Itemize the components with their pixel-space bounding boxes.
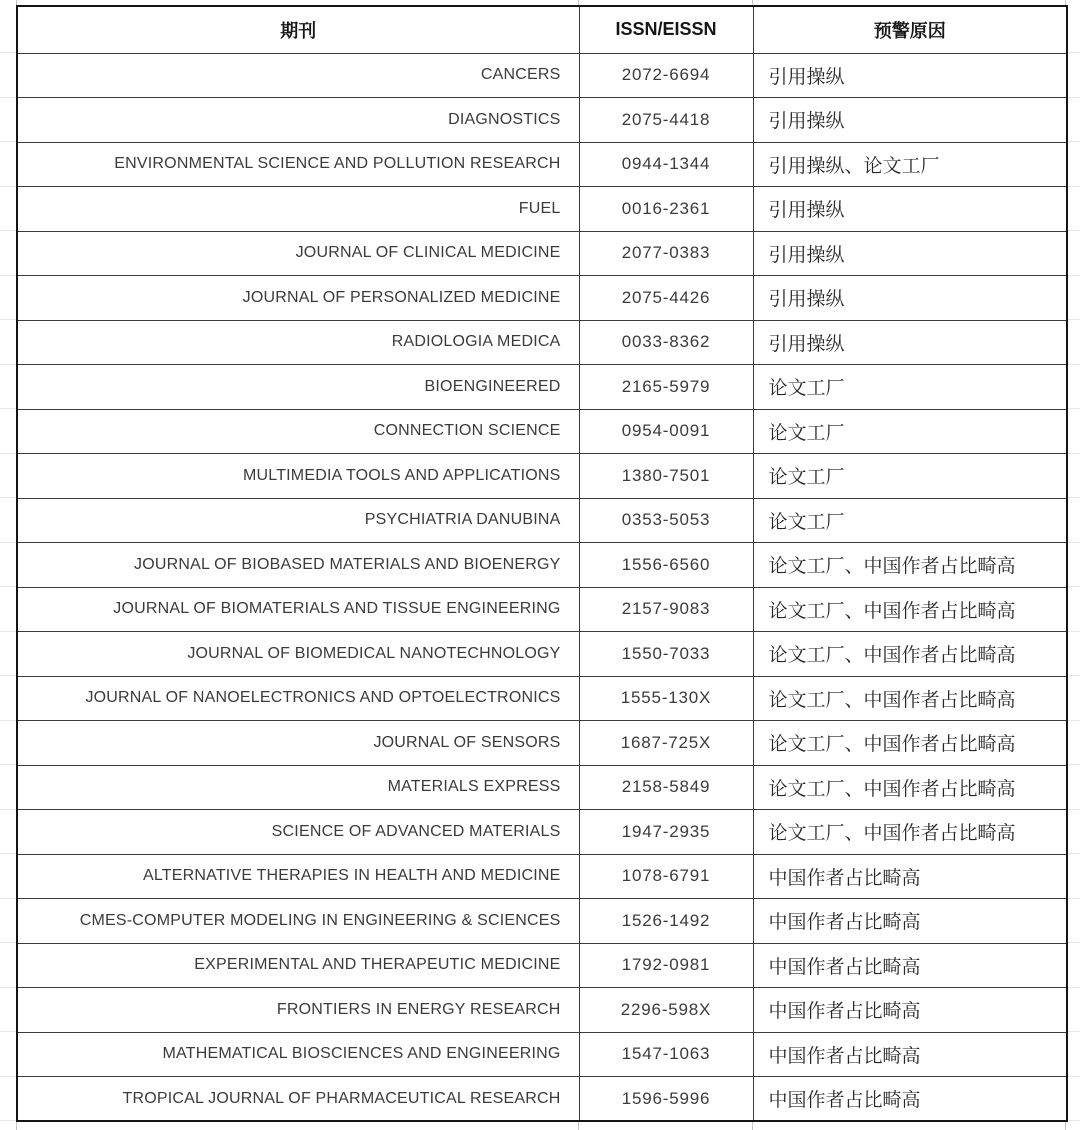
issn-cell: 2075-4426 [579,276,753,321]
issn-cell: 0033-8362 [579,320,753,365]
table-row [17,53,1067,98]
table-row [17,454,1067,499]
journal-name-cell: MATHEMATICAL BIOSCIENCES AND ENGINEERING [17,1032,579,1077]
header-row [17,6,1067,53]
journal-name-cell: JOURNAL OF BIOMATERIALS AND TISSUE ENGINEERING [17,587,579,632]
column-header-warning-reason: 预警原因 [753,6,1067,53]
warning-reason-cell: 中国作者占比畸高 [753,943,1067,988]
table-row [17,810,1067,855]
issn-cell: 2157-9083 [579,587,753,632]
table-row [17,98,1067,143]
issn-cell: 1078-6791 [579,854,753,899]
column-header-issn: ISSN/EISSN [579,6,753,53]
issn-cell: 1947-2935 [579,810,753,855]
warning-reason-cell: 引用操纵 [753,320,1067,365]
column-header-journal: 期刊 [17,6,579,53]
issn-cell: 1526-1492 [579,899,753,944]
journal-name-cell: JOURNAL OF CLINICAL MEDICINE [17,231,579,276]
issn-cell: 0016-2361 [579,187,753,232]
issn-cell: 1380-7501 [579,454,753,499]
journal-name-cell: CMES-COMPUTER MODELING IN ENGINEERING & SCIENCES [17,899,579,944]
table-row [17,276,1067,321]
table-row [17,409,1067,454]
warning-reason-cell: 论文工厂、中国作者占比畸高 [753,543,1067,588]
issn-cell: 0944-1344 [579,142,753,187]
warning-reason-cell: 引用操纵 [753,98,1067,143]
table-row [17,187,1067,232]
journal-name-cell: MULTIMEDIA TOOLS AND APPLICATIONS [17,454,579,499]
warning-reason-cell: 论文工厂 [753,365,1067,410]
journal-name-cell: CANCERS [17,53,579,98]
journal-name-cell: SCIENCE OF ADVANCED MATERIALS [17,810,579,855]
table-row [17,231,1067,276]
issn-cell: 0954-0091 [579,409,753,454]
issn-cell: 2296-598X [579,988,753,1033]
journal-name-cell: JOURNAL OF PERSONALIZED MEDICINE [17,276,579,321]
issn-cell: 2075-4418 [579,98,753,143]
journal-name-cell: JOURNAL OF BIOMEDICAL NANOTECHNOLOGY [17,632,579,677]
issn-cell: 1792-0981 [579,943,753,988]
table-row [17,988,1067,1033]
warning-reason-cell: 论文工厂、中国作者占比畸高 [753,810,1067,855]
table-row [17,587,1067,632]
journal-name-cell: MATERIALS EXPRESS [17,765,579,810]
journal-name-cell: FRONTIERS IN ENERGY RESEARCH [17,988,579,1033]
table-row [17,676,1067,721]
issn-cell: 1687-725X [579,721,753,766]
table-row [17,1077,1067,1122]
journal-name-cell: BIOENGINEERED [17,365,579,410]
table-row [17,943,1067,988]
issn-cell: 2158-5849 [579,765,753,810]
warning-reason-cell: 引用操纵 [753,276,1067,321]
journal-name-cell: TROPICAL JOURNAL OF PHARMACEUTICAL RESEARCH [17,1077,579,1122]
issn-cell: 2077-0383 [579,231,753,276]
issn-cell: 1555-130X [579,676,753,721]
journal-name-cell: CONNECTION SCIENCE [17,409,579,454]
issn-cell: 1550-7033 [579,632,753,677]
warning-reason-cell: 论文工厂 [753,454,1067,499]
table-body [17,53,1067,1121]
journal-name-cell: PSYCHIATRIA DANUBINA [17,498,579,543]
journal-name-cell: RADIOLOGIA MEDICA [17,320,579,365]
warning-reason-cell: 论文工厂、中国作者占比畸高 [753,676,1067,721]
issn-cell: 2072-6694 [579,53,753,98]
journal-name-cell: EXPERIMENTAL AND THERAPEUTIC MEDICINE [17,943,579,988]
warning-reason-cell: 论文工厂、中国作者占比畸高 [753,765,1067,810]
warning-reason-cell: 中国作者占比畸高 [753,1077,1067,1122]
table-row [17,543,1067,588]
issn-cell: 0353-5053 [579,498,753,543]
issn-cell: 1547-1063 [579,1032,753,1077]
warning-reason-cell: 中国作者占比畸高 [753,854,1067,899]
warning-journals-table [16,5,1068,1122]
table-row [17,854,1067,899]
table-row [17,721,1067,766]
journal-name-cell: ALTERNATIVE THERAPIES IN HEALTH AND MEDICINE [17,854,579,899]
issn-cell: 1556-6560 [579,543,753,588]
table-header [17,6,1067,53]
table-row [17,498,1067,543]
table-row [17,1032,1067,1077]
table-row [17,899,1067,944]
warning-reason-cell: 论文工厂 [753,409,1067,454]
warning-reason-cell: 论文工厂、中国作者占比畸高 [753,632,1067,677]
warning-reason-cell: 论文工厂、中国作者占比畸高 [753,721,1067,766]
table-row [17,365,1067,410]
warning-reason-cell: 论文工厂、中国作者占比畸高 [753,587,1067,632]
journal-name-cell: FUEL [17,187,579,232]
warning-reason-cell: 论文工厂 [753,498,1067,543]
journal-name-cell: JOURNAL OF BIOBASED MATERIALS AND BIOENERGY [17,543,579,588]
journal-name-cell: ENVIRONMENTAL SCIENCE AND POLLUTION RESEARCH [17,142,579,187]
issn-cell: 2165-5979 [579,365,753,410]
journal-name-cell: JOURNAL OF NANOELECTRONICS AND OPTOELECTRONICS [17,676,579,721]
journal-name-cell: DIAGNOSTICS [17,98,579,143]
warning-reason-cell: 中国作者占比畸高 [753,1032,1067,1077]
warning-reason-cell: 引用操纵 [753,187,1067,232]
table-row [17,320,1067,365]
table-row [17,142,1067,187]
warning-reason-cell: 中国作者占比畸高 [753,899,1067,944]
warning-reason-cell: 引用操纵 [753,53,1067,98]
table-row [17,632,1067,677]
journal-name-cell: JOURNAL OF SENSORS [17,721,579,766]
issn-cell: 1596-5996 [579,1077,753,1122]
warning-reason-cell: 中国作者占比畸高 [753,988,1067,1033]
warning-reason-cell: 引用操纵 [753,231,1067,276]
table-row [17,765,1067,810]
warning-reason-cell: 引用操纵、论文工厂 [753,142,1067,187]
